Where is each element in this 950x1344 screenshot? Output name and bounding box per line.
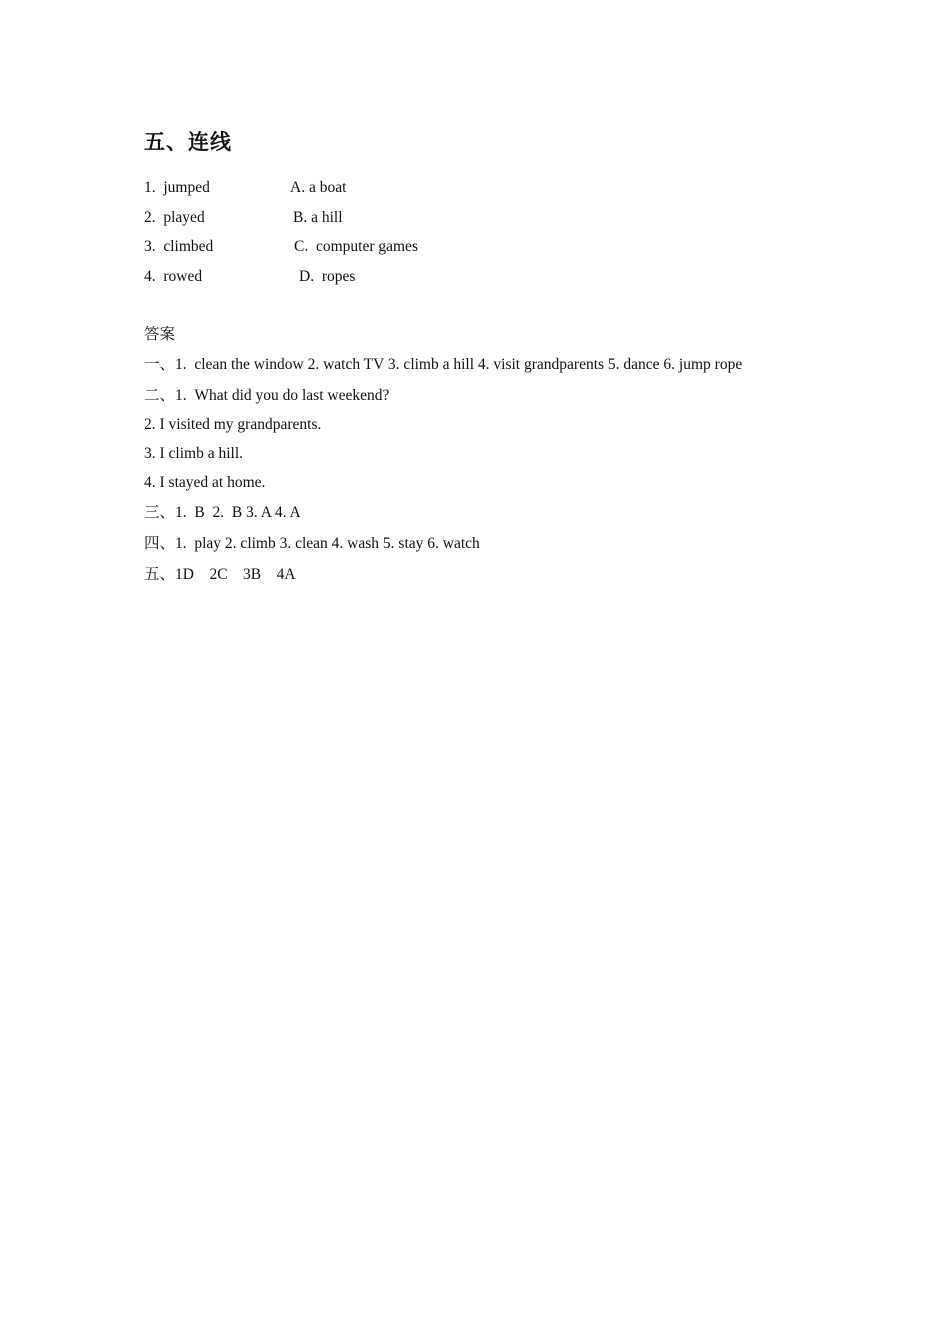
answer-line: 2. I visited my grandparents. — [144, 416, 322, 433]
answer-line: 4. I stayed at home. — [144, 474, 266, 491]
match-left-item: 3. climbed — [144, 238, 214, 255]
answer-line: 五、1D 2C 3B 4A — [144, 566, 296, 583]
match-left-item: 1. jumped — [144, 179, 210, 196]
answer-line: 一、1. clean the window 2. watch TV 3. climb a hill 4. visit grandparents 5. dance 6. jump rope — [144, 356, 743, 373]
answer-line: 四、1. play 2. climb 3. clean 4. wash 5. stay 6. watch — [144, 535, 480, 552]
answers-heading: 答案 — [144, 326, 176, 343]
match-left-item: 2. played — [144, 209, 205, 226]
match-right-item: D. ropes — [299, 268, 356, 285]
answer-line: 3. I climb a hill. — [144, 445, 244, 462]
answer-line: 三、1. B 2. B 3. A 4. A — [144, 504, 301, 521]
answer-line: 二、1. What did you do last weekend? — [144, 387, 390, 404]
match-right-item: C. computer games — [294, 238, 418, 255]
match-right-item: A. a boat — [290, 179, 347, 196]
section-title: 五、连线 — [144, 130, 232, 154]
match-left-item: 4. rowed — [144, 268, 203, 285]
match-right-item: B. a hill — [293, 209, 343, 226]
